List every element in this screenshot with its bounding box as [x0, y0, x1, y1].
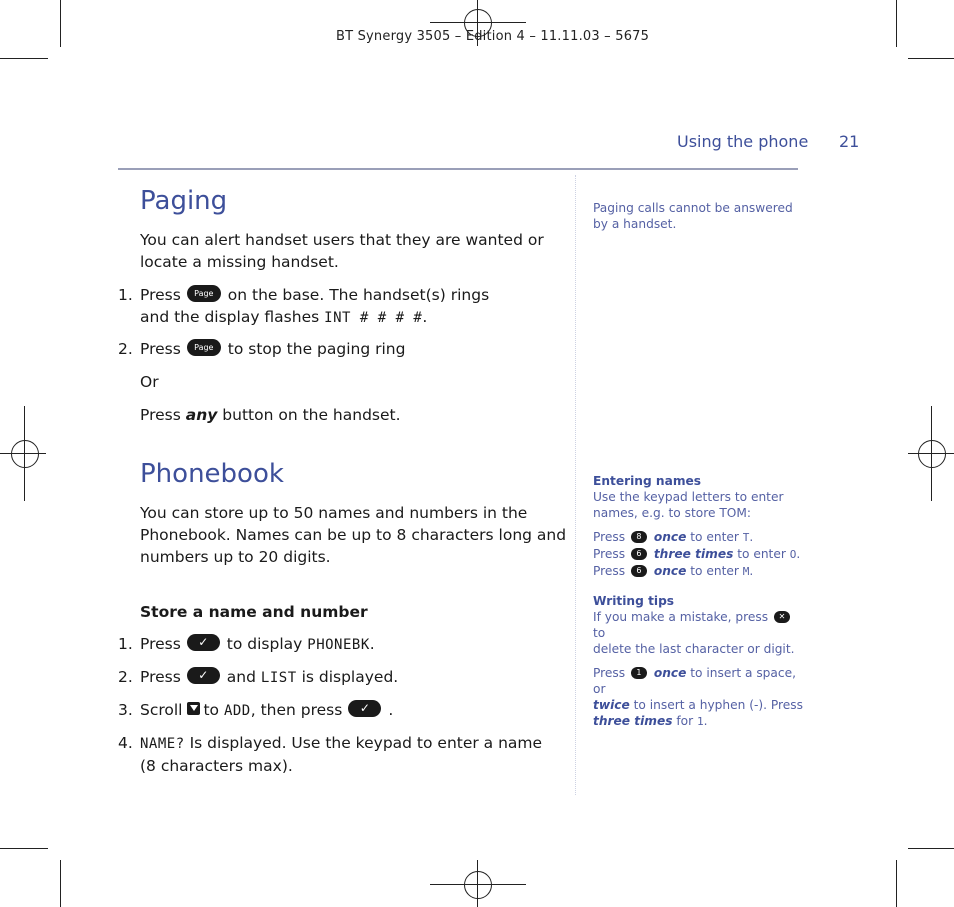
step-text: on the base. The handset(s) rings	[227, 286, 490, 304]
phonebook-step-4	[118, 732, 542, 777]
step-number: 1.	[118, 635, 133, 653]
paging-step-1	[118, 284, 489, 329]
crop-mark	[60, 0, 61, 47]
step-number: 4.	[118, 734, 133, 752]
paging-intro-line: locate a missing handset.	[140, 253, 339, 271]
punctuation: .	[422, 308, 428, 326]
example-line	[593, 546, 803, 563]
delete-key-icon: ✕	[774, 611, 790, 623]
emphasis: once	[653, 666, 687, 680]
emphasis: three times	[653, 547, 734, 561]
registration-mark	[11, 440, 39, 468]
or-text: Or	[140, 373, 159, 391]
lcd-char: 1	[697, 715, 704, 728]
note-text: Press	[593, 547, 626, 561]
scroll-down-icon	[187, 702, 200, 715]
ok-button-icon: ✓	[187, 667, 220, 684]
note-line: Use the keypad letters to enter	[593, 490, 784, 504]
ok-button-icon: ✓	[348, 700, 381, 717]
phonebook-step-2	[118, 666, 398, 689]
step-text: , then press	[250, 701, 343, 719]
lcd-display-text: INT # # # #	[324, 310, 423, 326]
note-text: If you make a mistake, press	[593, 610, 769, 624]
store-name-subheading: Store a name and number	[140, 603, 368, 621]
note-text: for	[676, 714, 694, 728]
emphasis-any: any	[185, 406, 218, 424]
section-title: Using the phone	[677, 132, 809, 151]
note-title: Entering names	[593, 474, 702, 488]
note-line: delete the last character or digit.	[593, 642, 795, 656]
registration-mark	[464, 871, 492, 899]
page-button-icon: Page	[187, 339, 221, 356]
writing-tips-note	[593, 593, 803, 730]
step-text: to stop the paging ring	[227, 340, 406, 358]
emphasis: once	[653, 530, 687, 544]
step-text: Press	[140, 668, 181, 686]
lcd-display-text: NAME?	[140, 736, 185, 752]
note-text: to enter	[690, 564, 739, 578]
crop-mark	[60, 860, 61, 907]
print-meta: BT Synergy 3505 – Edition 4 – 11.11.03 – 5675	[336, 29, 650, 44]
note-text: Press	[593, 564, 626, 578]
lcd-display-text: PHONEBK	[307, 637, 370, 653]
paging-step-2	[118, 338, 405, 360]
registration-mark	[918, 440, 946, 468]
paging-note	[593, 200, 803, 232]
step-number: 1.	[118, 286, 133, 304]
step-text: and the display flashes	[140, 308, 320, 326]
note-text: to enter	[737, 547, 786, 561]
paging-intro-line: You can alert handset users that they are wanted or	[140, 231, 544, 249]
step-text: is displayed.	[301, 668, 399, 686]
note-text: to insert a space, or	[593, 666, 796, 696]
key-8-icon: 8	[631, 531, 647, 543]
phonebook-intro	[140, 502, 566, 568]
page-button-icon: Page	[187, 285, 221, 302]
crop-mark	[0, 58, 48, 59]
phonebook-heading: Phonebook	[140, 459, 284, 489]
column-divider	[575, 175, 576, 795]
paging-intro	[140, 229, 544, 273]
note-line: names, e.g. to store TOM:	[593, 506, 751, 520]
step-number: 3.	[118, 701, 133, 719]
note-text: to	[593, 626, 606, 640]
lcd-char: M	[742, 565, 750, 578]
step-text: Press	[140, 340, 181, 358]
step-text: Press	[140, 406, 181, 424]
emphasis: three times	[593, 714, 673, 728]
phonebook-intro-line: You can store up to 50 names and numbers in the	[140, 504, 528, 522]
step-number: 2.	[118, 668, 133, 686]
step-text: Scroll	[140, 701, 183, 719]
emphasis: twice	[593, 698, 630, 712]
example-line	[593, 563, 803, 580]
note-line: by a handset.	[593, 217, 677, 231]
punctuation: .	[749, 530, 754, 544]
note-text: to enter	[690, 530, 739, 544]
key-1-icon: 1	[631, 667, 647, 679]
punctuation: .	[388, 701, 394, 719]
step-text: Is displayed. Use the keypad to enter a name	[189, 734, 543, 752]
step-text: button on the handset.	[222, 406, 401, 424]
lcd-display-text: LIST	[260, 670, 297, 686]
emphasis: once	[653, 564, 687, 578]
step-text: to	[203, 701, 219, 719]
header-rule	[118, 168, 798, 170]
note-text: Press	[593, 530, 626, 544]
step-text: Press	[140, 635, 181, 653]
key-6-icon: 6	[631, 548, 647, 560]
step-number: 2.	[118, 340, 133, 358]
lcd-display-text: ADD	[223, 703, 251, 719]
phonebook-step-1	[118, 633, 375, 656]
crop-mark	[908, 58, 954, 59]
note-text: to insert a hyphen (-). Press	[633, 698, 803, 712]
page-number: 21	[839, 132, 860, 151]
note-title: Writing tips	[593, 594, 675, 608]
punctuation: .	[703, 714, 708, 728]
step-text: and	[226, 668, 256, 686]
lcd-char: O	[789, 548, 797, 561]
paging-heading: Paging	[140, 186, 228, 216]
punctuation: .	[369, 635, 375, 653]
phonebook-intro-line: numbers up to 20 digits.	[140, 548, 331, 566]
crop-mark	[0, 848, 48, 849]
note-text: Press	[593, 666, 626, 680]
crop-mark	[896, 0, 897, 47]
crop-mark	[896, 860, 897, 907]
entering-names-note	[593, 473, 803, 580]
punctuation: .	[749, 564, 754, 578]
phonebook-intro-line: Phonebook. Names can be up to 8 characters long and	[140, 526, 567, 544]
crop-mark	[908, 848, 954, 849]
note-line: Paging calls cannot be answered	[593, 201, 793, 215]
step-text: to display	[226, 635, 303, 653]
lcd-char: T	[742, 531, 750, 544]
key-6-icon: 6	[631, 565, 647, 577]
paging-alt-step	[140, 404, 401, 426]
step-text: Press	[140, 286, 181, 304]
ok-button-icon: ✓	[187, 634, 220, 651]
punctuation: .	[796, 547, 801, 561]
example-line	[593, 529, 803, 546]
phonebook-step-3	[118, 699, 393, 722]
step-text: (8 characters max).	[140, 757, 293, 775]
